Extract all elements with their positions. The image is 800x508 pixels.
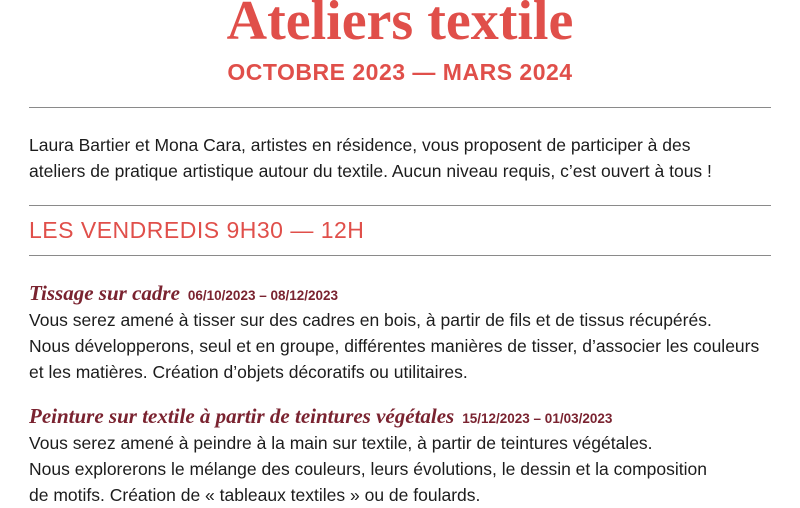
intro-paragraph	[29, 132, 789, 184]
description-line: Vous serez amené à peindre à la main sur textile, à partir de teintures végétales.	[29, 433, 653, 453]
intro-line: Laura Bartier et Mona Cara, artistes en résidence, vous proposent de participer à des	[29, 135, 691, 155]
workshop-dates: 06/10/2023 – 08/12/2023	[187, 288, 339, 303]
description-line: et les matières. Création d’objets décoratifs ou utilitaires.	[29, 362, 468, 382]
workshop-description	[29, 307, 789, 385]
workshop-header	[29, 279, 789, 307]
description-line: Nous explorerons le mélange des couleurs, leurs évolutions, le dessin et la composition	[29, 459, 708, 479]
description-line: Nous développerons, seul et en groupe, différentes manières de tisser, d’associer les couleurs	[29, 336, 760, 356]
workshop-description	[29, 430, 789, 508]
period-subtitle: OCTOBRE 2023 — MARS 2024	[227, 59, 573, 85]
schedule-heading: LES VENDREDIS 9H30 — 12H	[29, 217, 365, 243]
workshop-title: Tissage sur cadre	[29, 281, 180, 305]
workshop-tissage	[29, 279, 789, 385]
workshop-title: Peinture sur textile à partir de teintures végétales	[29, 404, 455, 428]
workshop-peinture	[29, 402, 789, 508]
workshop-header	[29, 402, 789, 430]
divider-top	[29, 107, 771, 108]
intro-line: ateliers de pratique artistique autour du textile. Aucun niveau requis, c’est ouvert à tous !	[29, 161, 712, 181]
description-line: Vous serez amené à tisser sur des cadres en bois, à partir de fils et de tissus récupérés.	[29, 310, 712, 330]
divider-schedule-bottom	[29, 255, 771, 256]
page-title: Ateliers textile	[226, 0, 574, 52]
description-line: de motifs. Création de « tableaux textiles » ou de foulards.	[29, 485, 481, 505]
divider-schedule-top	[29, 205, 771, 206]
workshop-dates: 15/12/2023 – 01/03/2023	[462, 411, 613, 426]
